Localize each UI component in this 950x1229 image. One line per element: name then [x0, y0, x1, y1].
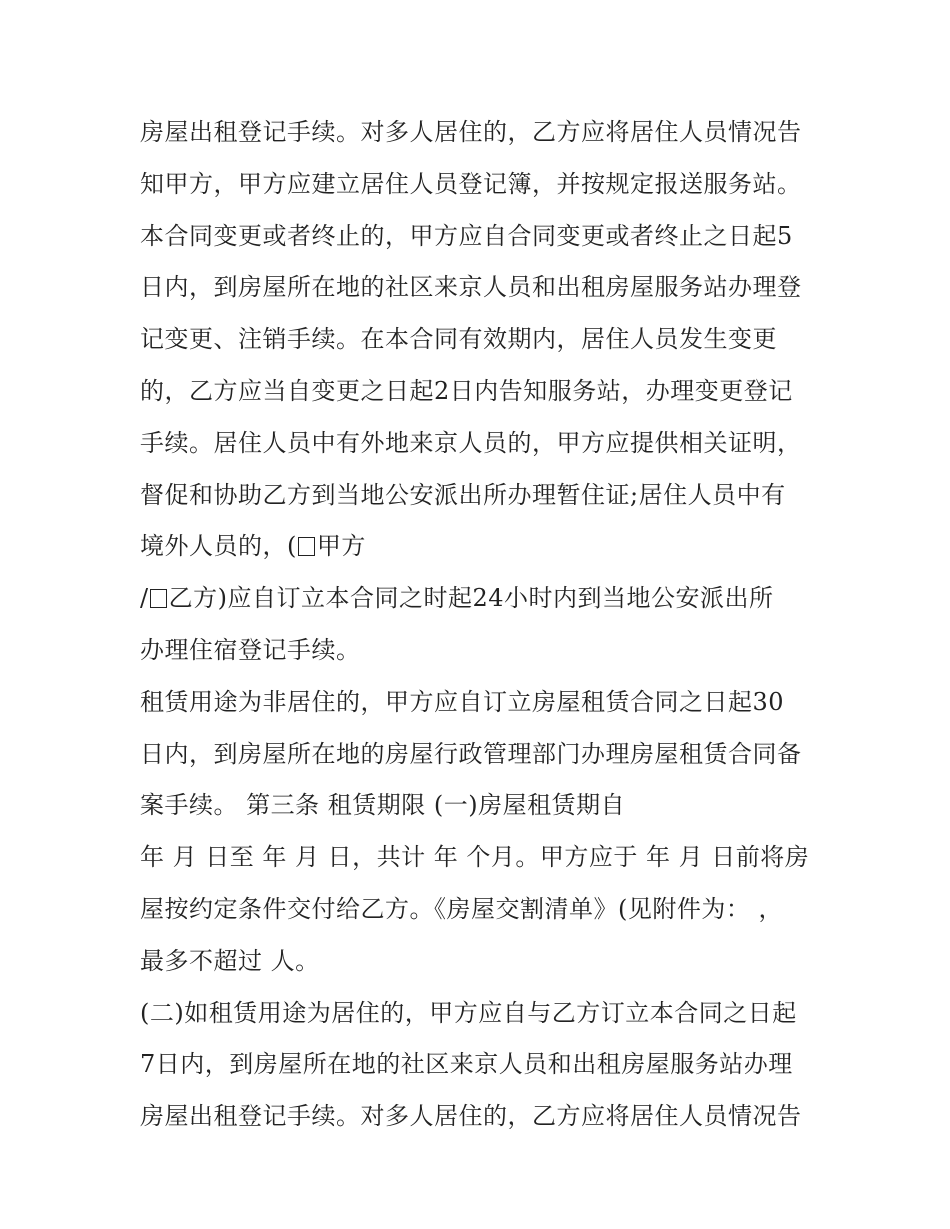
text-line: 年 月 日至 年 月 日，共计 年 个月。甲方应于 年 月 日前将房 [140, 843, 810, 872]
text-segment: 境外人员的，( [140, 532, 297, 561]
text-line: 房屋出租登记手续。对多人居住的，乙方应将居住人员情况告 [140, 1102, 802, 1131]
text-line: 督促和协助乙方到当地公安派出所办理暂住证;居住人员中有 [140, 480, 786, 509]
text-segment: 甲方 [316, 532, 366, 561]
text-segment: 乙方)应自订立本合同之时起24小时内到当地公安派出所 [168, 584, 774, 613]
text-line: 办理住宿登记手续。 [140, 635, 361, 664]
text-line: 手续。居住人员中有外地来京人员的，甲方应提供相关证明， [140, 428, 802, 457]
text-line: 日内，到房屋所在地的房屋行政管理部门办理房屋租赁合同备 [140, 739, 802, 768]
checkbox-party-b[interactable] [150, 589, 167, 608]
text-line: 日内，到房屋所在地的社区来京人员和出租房屋服务站办理登 [140, 273, 802, 302]
text-line: 知甲方，甲方应建立居住人员登记簿，并按规定报送服务站。 [140, 169, 802, 198]
text-line: 最多不超过 人。 [140, 946, 320, 975]
text-segment: / [140, 584, 149, 613]
text-line: 记变更、注销手续。在本合同有效期内，居住人员发生变更 [140, 325, 777, 354]
text-line: (二)如租赁用途为居住的，甲方应自与乙方订立本合同之日起 [140, 998, 797, 1027]
text-line: 的，乙方应当自变更之日起2日内告知服务站，办理变更登记 [140, 376, 793, 405]
checkbox-party-a[interactable] [298, 537, 315, 556]
text-line-with-checkbox [140, 573, 830, 625]
text-line: 屋按约定条件交付给乙方。《房屋交割清单》(见附件为： ， [140, 894, 783, 923]
document-body [140, 107, 830, 1143]
text-line: 案手续。 第三条 租赁期限 (一)房屋租赁期自 [140, 791, 626, 820]
text-line-with-checkbox [140, 521, 830, 573]
text-line: 本合同变更或者终止的，甲方应自合同变更或者终止之日起5 [140, 221, 793, 250]
text-line: 房屋出租登记手续。对多人居住的，乙方应将居住人员情况告 [140, 118, 802, 146]
text-line: 7日内，到房屋所在地的社区来京人员和出租房屋服务站办理 [140, 1050, 793, 1079]
text-line: 租赁用途为非居住的，甲方应自订立房屋租赁合同之日起30 [140, 687, 785, 716]
